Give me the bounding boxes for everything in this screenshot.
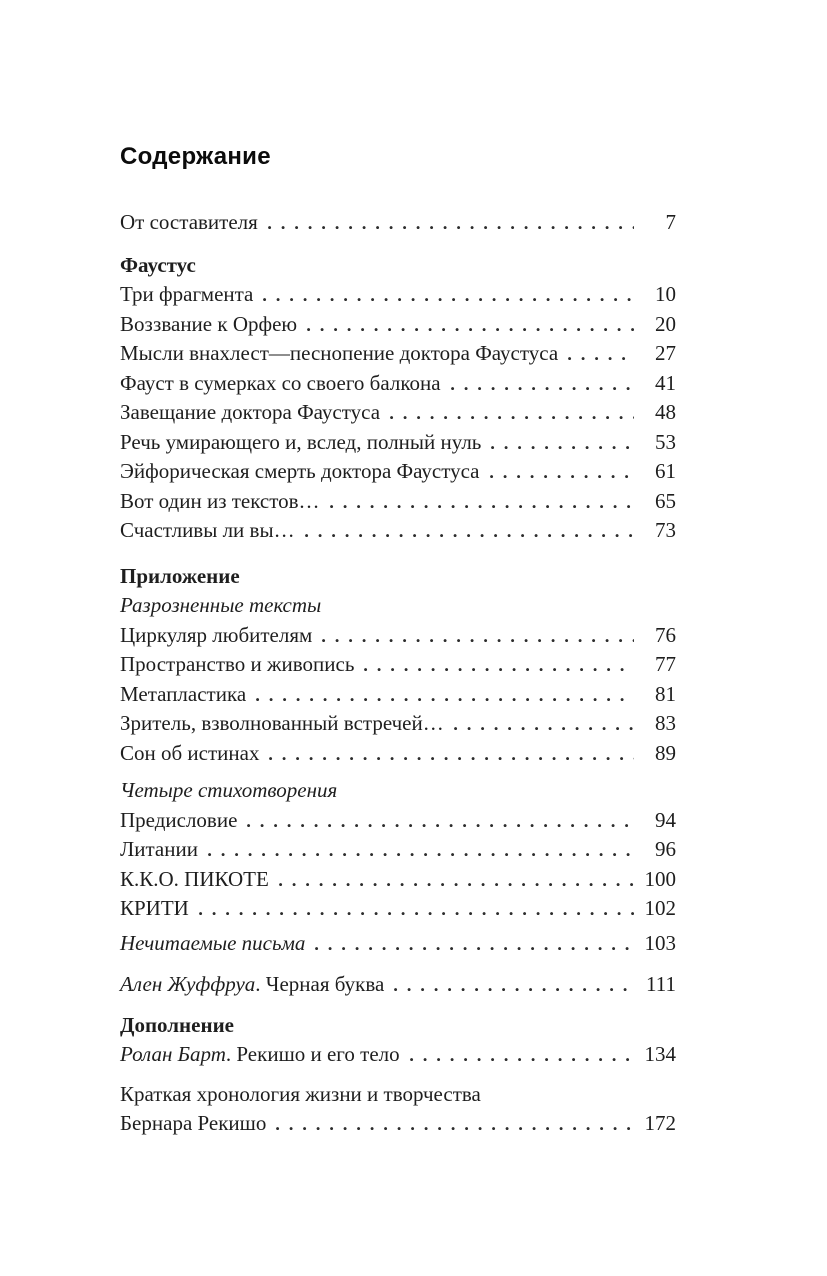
dot-leader <box>394 988 634 991</box>
toc-entry <box>120 680 676 710</box>
toc-entry <box>120 739 676 769</box>
toc-entry <box>120 208 676 238</box>
toc-section-heading <box>120 1011 676 1041</box>
dot-leader <box>568 357 634 360</box>
toc-entry <box>120 339 676 369</box>
entry-title: Циркуляр любителям <box>120 622 313 647</box>
dot-leader <box>268 226 634 229</box>
dot-leader <box>410 1058 634 1061</box>
page-number: 111 <box>646 972 676 996</box>
page-number: 89 <box>655 740 676 765</box>
page-number: 76 <box>655 622 676 647</box>
page-number: 81 <box>655 681 676 706</box>
page-number: 53 <box>655 429 676 454</box>
toc-entry <box>120 835 676 865</box>
page-number: 41 <box>655 370 676 395</box>
toc-section-heading <box>120 251 676 281</box>
entry-title: От составителя <box>120 210 258 234</box>
toc-entry <box>120 806 676 836</box>
entry-title: Краткая хронология жизни и творчества <box>120 1081 481 1106</box>
dot-leader <box>256 698 634 701</box>
section-title: Дополнение <box>120 1012 234 1037</box>
entry-author: Ролан Барт <box>120 1042 226 1066</box>
section-title: Приложение <box>120 563 240 588</box>
page-number: 100 <box>644 866 676 891</box>
entry-title: Предисловие <box>120 807 238 832</box>
dot-leader <box>305 534 634 537</box>
page-number: 48 <box>655 400 676 424</box>
toc-entry <box>120 894 676 924</box>
entry-title: Сон об истинах <box>120 740 260 765</box>
dot-leader <box>307 328 634 331</box>
toc-entry <box>120 709 676 739</box>
subheading-title: Разрозненные тексты <box>120 593 322 617</box>
dot-leader <box>315 947 634 950</box>
page-number: 61 <box>655 459 676 483</box>
toc-entry <box>120 929 676 959</box>
dot-leader <box>247 824 634 827</box>
dot-leader <box>454 727 634 730</box>
page-number: 73 <box>655 518 676 542</box>
dot-leader <box>364 668 634 671</box>
entry-title: Три фрагмента <box>120 282 254 306</box>
entry-title: . Рекишо и его тело <box>225 1042 400 1066</box>
dot-leader <box>330 505 634 508</box>
toc-entry <box>120 487 676 517</box>
page-number: 102 <box>644 896 676 920</box>
toc-entry <box>120 1109 676 1139</box>
dot-leader <box>491 446 634 449</box>
toc-subheading <box>120 776 676 806</box>
toc-entry <box>120 428 676 458</box>
entry-title: Эйфорическая смерть доктора Фаустуса <box>120 459 480 483</box>
toc-entry <box>120 621 676 651</box>
toc-entry <box>120 865 676 895</box>
dot-leader <box>322 639 634 642</box>
toc-entry <box>120 280 676 310</box>
dot-leader <box>490 475 635 478</box>
page-number: 103 <box>644 930 676 955</box>
dot-leader <box>276 1127 634 1130</box>
entry-title: Фауст в сумерках со своего балкона <box>120 370 441 395</box>
page-number: 20 <box>655 311 676 336</box>
page-number: 94 <box>655 807 676 832</box>
toc-subheading <box>120 591 676 621</box>
entry-title: Вот один из текстов… <box>120 488 320 513</box>
page-number: 83 <box>655 711 676 735</box>
entry-title: Зритель, взволнованный встречей… <box>120 711 444 735</box>
section-title: Фаустус <box>120 252 196 277</box>
entry-title: Мысли внахлест—песнопение доктора Фаустуса <box>120 341 559 365</box>
toc-text-line <box>120 1080 676 1110</box>
dot-leader <box>199 912 634 915</box>
toc-entry <box>120 516 676 546</box>
entry-title: . Черная буква <box>255 972 385 996</box>
subheading-title: Четыре стихотворения <box>120 778 338 802</box>
page-number: 172 <box>644 1111 676 1135</box>
page-number: 134 <box>644 1042 676 1066</box>
entry-title: Пространство и живопись <box>120 652 355 676</box>
entry-title: Воззвание к Орфею <box>120 311 298 336</box>
entry-title: Литании <box>120 837 198 861</box>
entry-title: К.К.О. ПИКОТЕ <box>120 866 269 891</box>
page-title: Содержание <box>120 143 271 170</box>
entry-title: Нечитаемые письма <box>120 930 306 955</box>
dot-leader <box>451 387 634 390</box>
entry-title: Речь умирающего и, вслед, полный нуль <box>120 429 482 454</box>
entry-title: Счастливы ли вы… <box>120 518 295 542</box>
dot-leader <box>269 757 634 760</box>
page-number: 65 <box>655 488 676 513</box>
page-number: 96 <box>655 837 676 861</box>
entry-title: Метапластика <box>120 681 247 706</box>
dot-leader <box>390 416 634 419</box>
entry-author: Ален Жуффруа <box>120 972 256 996</box>
page-number: 77 <box>655 652 676 676</box>
page-number: 10 <box>655 282 676 306</box>
entry-title: Бернара Рекишо <box>120 1111 267 1135</box>
entry-title: КРИТИ <box>120 896 189 920</box>
entry-title: Завещание доктора Фаустуса <box>120 400 381 424</box>
dot-leader <box>208 853 634 856</box>
toc-section-heading <box>120 562 676 592</box>
toc-entry <box>120 1040 676 1070</box>
toc-entry <box>120 310 676 340</box>
page-number: 27 <box>655 341 676 365</box>
dot-leader <box>263 298 634 301</box>
page-number: 7 <box>665 210 676 234</box>
toc-entry <box>120 369 676 399</box>
toc-entry <box>120 650 676 680</box>
toc-entry <box>120 970 676 1000</box>
toc-entry <box>120 457 676 487</box>
toc-entry <box>120 398 676 428</box>
dot-leader <box>279 883 634 886</box>
